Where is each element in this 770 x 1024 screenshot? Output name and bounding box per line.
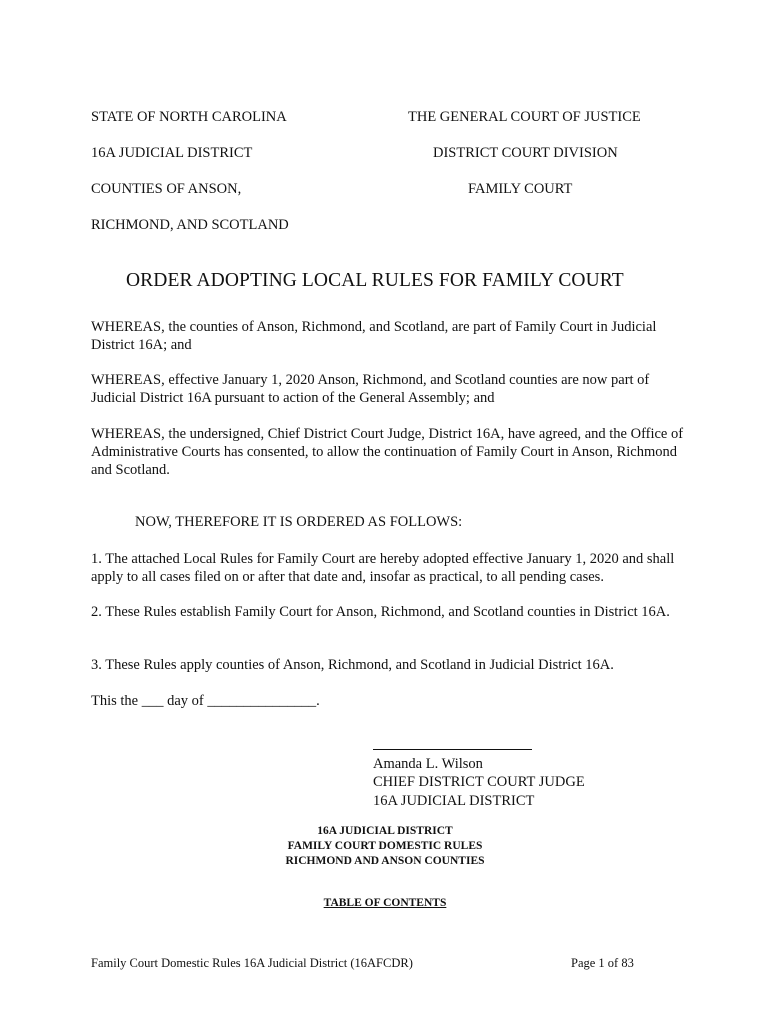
header-counties-line2: RICHMOND, AND SCOTLAND: [91, 217, 289, 233]
rules-heading-line1: 16A JUDICIAL DISTRICT: [317, 825, 453, 837]
whereas-clause-3: WHEREAS, the undersigned, Chief District Court Judge, District 16A, have agreed, and the Office of Administrative Courts has consented, to allow the continuation of Family Court in Anson, Richmond and Scotland.: [91, 426, 684, 478]
header-state: STATE OF NORTH CAROLINA: [91, 109, 287, 125]
footer-left: Family Court Domestic Rules 16A Judicial District (16AFCDR): [91, 956, 413, 970]
signature-line: [373, 749, 532, 750]
header-district: 16A JUDICIAL DISTRICT: [91, 145, 253, 161]
header-court: THE GENERAL COURT OF JUSTICE: [408, 109, 641, 125]
order-item-1: 1. The attached Local Rules for Family Court are hereby adopted effective January 1, 2020 and shall apply to all cases filed on or after that date and, insofar as practical, to all pending cases.: [91, 551, 675, 585]
signature-district: 16A JUDICIAL DISTRICT: [373, 793, 535, 809]
whereas-clause-2: WHEREAS, effective January 1, 2020 Anson, Richmond, and Scotland counties are now part of Judicial District 16A pursuant to action of the General Assembly; and: [91, 372, 650, 406]
order-item-2: 2. These Rules establish Family Court for Anson, Richmond, and Scotland counties in District 16A.: [91, 604, 670, 620]
rules-heading-line2: FAMILY COURT DOMESTIC RULES: [287, 840, 483, 852]
header-counties-line1: COUNTIES OF ANSON,: [91, 181, 242, 197]
order-item-3: 3. These Rules apply counties of Anson, Richmond, and Scotland in Judicial District 16A.: [91, 657, 614, 673]
footer-page-number: Page 1 of 83: [571, 956, 634, 970]
header-family-court: FAMILY COURT: [468, 181, 573, 197]
toc-heading: TABLE OF CONTENTS: [323, 897, 447, 909]
whereas-clause-1: WHEREAS, the counties of Anson, Richmond, and Scotland, are part of Family Court in Judicial District 16A; and: [91, 319, 657, 353]
order-title: ORDER ADOPTING LOCAL RULES FOR FAMILY COURT: [126, 270, 624, 291]
signature-name: Amanda L. Wilson: [373, 756, 483, 772]
header-division: DISTRICT COURT DIVISION: [433, 145, 618, 161]
signature-title: CHIEF DISTRICT COURT JUDGE: [373, 774, 585, 790]
ordered-intro: NOW, THEREFORE IT IS ORDERED AS FOLLOWS:: [135, 514, 463, 530]
dated-line: This the ___ day of _______________.: [91, 693, 320, 709]
rules-heading-line3: RICHMOND AND ANSON COUNTIES: [285, 855, 485, 867]
